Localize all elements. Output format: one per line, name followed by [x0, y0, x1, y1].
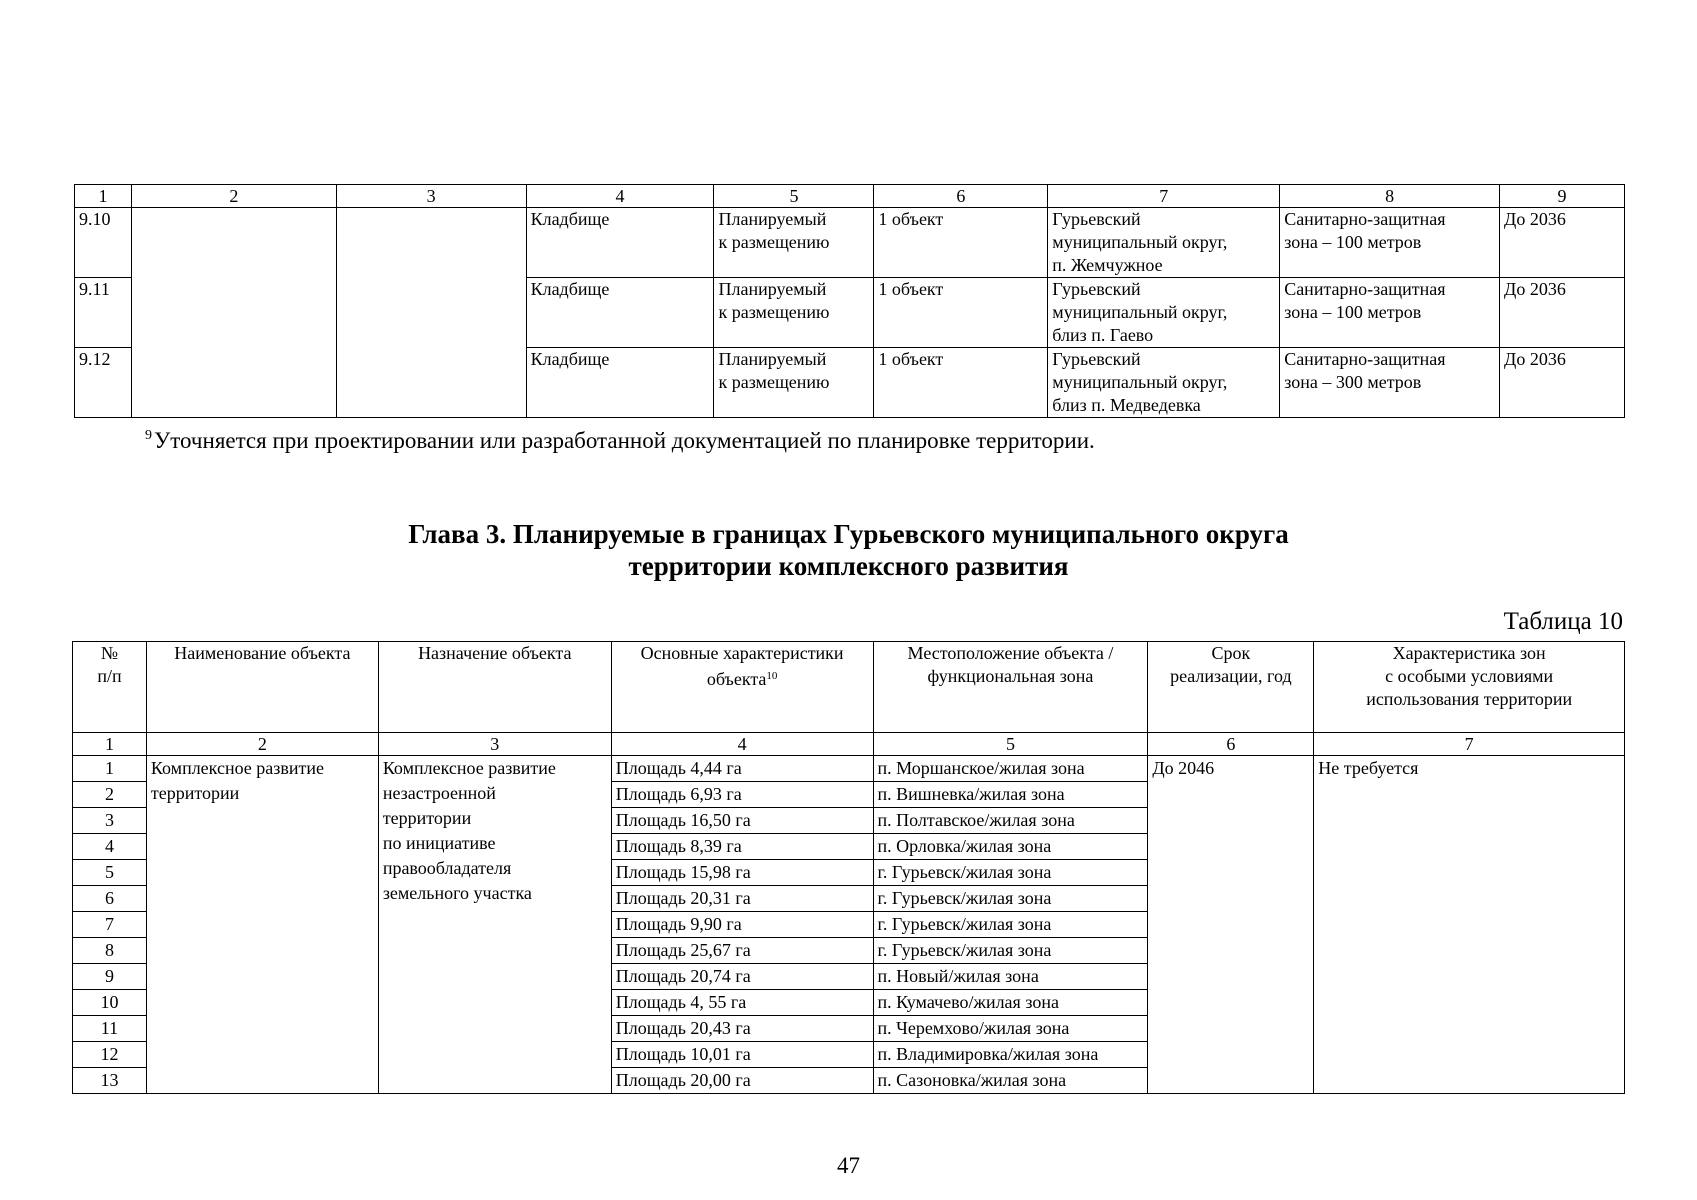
- col-number: 5: [873, 733, 1148, 756]
- table-row: [75, 208, 1625, 278]
- col-number: 4: [611, 733, 873, 756]
- column-number-row: [73, 733, 1625, 756]
- term: До 2036: [1500, 348, 1625, 418]
- area: Площадь 20,43 га: [611, 1016, 873, 1042]
- chapter-title: [0, 518, 1697, 582]
- location: п. Сазоновка/жилая зона: [873, 1068, 1148, 1094]
- object-status: Планируемый к размещению: [714, 348, 874, 418]
- area: Площадь 10,01 га: [611, 1042, 873, 1068]
- location: п. Вишневка/жилая зона: [873, 782, 1148, 808]
- location: г. Гурьевск/жилая зона: [873, 886, 1148, 912]
- object-location: Гурьевский муниципальный округ, близ п. Гаево: [1048, 278, 1280, 348]
- header-term: Срок реализации, год: [1148, 642, 1314, 733]
- row-number: 4: [73, 834, 147, 860]
- term: До 2036: [1500, 278, 1625, 348]
- location: г. Гурьевск/жилая зона: [873, 938, 1148, 964]
- row-number: 5: [73, 860, 147, 886]
- object-count: 1 объект: [874, 208, 1048, 278]
- location: п. Орловка/жилая зона: [873, 834, 1148, 860]
- col-number: 2: [131, 185, 336, 208]
- area: Площадь 4,44 га: [611, 756, 873, 782]
- location: г. Гурьевск/жилая зона: [873, 860, 1148, 886]
- term: До 2046: [1148, 756, 1314, 1094]
- header-zones: Характеристика зон с особыми условиями использования территории: [1314, 642, 1625, 733]
- chapter-title-line: территории комплексного развития: [628, 551, 1069, 581]
- area: Площадь 9,90 га: [611, 912, 873, 938]
- footnote-ref: 10: [766, 670, 778, 682]
- object-purpose: Комплексное развитие незастроенной территории по инициативе правообладателя земельного участка: [378, 756, 611, 1094]
- empty-merged-cell: [336, 208, 526, 418]
- row-number: 1: [73, 756, 147, 782]
- area: Площадь 20,31 га: [611, 886, 873, 912]
- area: Площадь 4, 55 га: [611, 990, 873, 1016]
- row-number: 9.11: [75, 278, 132, 348]
- col-number: 8: [1280, 185, 1500, 208]
- header-name: Наименование объекта: [146, 642, 378, 733]
- area: Площадь 20,74 га: [611, 964, 873, 990]
- col-number: 3: [378, 733, 611, 756]
- location: п. Кумачево/жилая зона: [873, 990, 1148, 1016]
- table-label: Таблица 10: [1503, 608, 1623, 635]
- area: Площадь 8,39 га: [611, 834, 873, 860]
- table-header-row: [73, 642, 1625, 733]
- location: п. Черемхово/жилая зона: [873, 1016, 1148, 1042]
- object-location: Гурьевский муниципальный округ, близ п. Медведевка: [1048, 348, 1280, 418]
- header-num: № п/п: [73, 642, 147, 733]
- col-number: 1: [75, 185, 132, 208]
- row-number: 12: [73, 1042, 147, 1068]
- row-number: 9: [73, 964, 147, 990]
- col-number: 7: [1314, 733, 1625, 756]
- object-name: Комплексное развитие территории: [146, 756, 378, 1094]
- col-number: 4: [526, 185, 714, 208]
- object-name: Кладбище: [526, 278, 714, 348]
- column-number-row: [75, 185, 1625, 208]
- area: Площадь 25,67 га: [611, 938, 873, 964]
- row-number: 6: [73, 886, 147, 912]
- col-number: 1: [73, 733, 147, 756]
- col-number: 5: [714, 185, 874, 208]
- footnote-text: Уточняется при проектировании или разработанной документацией по планировке территории.: [154, 428, 1095, 453]
- footnote: [145, 422, 1095, 455]
- row-number: 9.10: [75, 208, 132, 278]
- location: п. Владимировка/жилая зона: [873, 1042, 1148, 1068]
- page-number: 47: [837, 1153, 860, 1178]
- zones-characteristic: Не требуется: [1314, 756, 1625, 1094]
- footnote-mark: 9: [145, 428, 152, 443]
- row-number: 13: [73, 1068, 147, 1094]
- term: До 2036: [1500, 208, 1625, 278]
- header-purpose: Назначение объекта: [378, 642, 611, 733]
- location: г. Гурьевск/жилая зона: [873, 912, 1148, 938]
- col-number: 3: [336, 185, 526, 208]
- area: Площадь 16,50 га: [611, 808, 873, 834]
- area: Площадь 20,00 га: [611, 1068, 873, 1094]
- col-number: 7: [1048, 185, 1280, 208]
- objects-table-continuation: [74, 184, 1625, 418]
- row-number: 10: [73, 990, 147, 1016]
- row-number: 2: [73, 782, 147, 808]
- area: Площадь 6,93 га: [611, 782, 873, 808]
- row-number: 11: [73, 1016, 147, 1042]
- location: п. Полтавское/жилая зона: [873, 808, 1148, 834]
- location: п. Новый/жилая зона: [873, 964, 1148, 990]
- object-status: Планируемый к размещению: [714, 278, 874, 348]
- location: п. Моршанское/жилая зона: [873, 756, 1148, 782]
- area: Площадь 15,98 га: [611, 860, 873, 886]
- table-row: [73, 756, 1625, 782]
- header-characteristics: Основные характеристики объекта$^{10}$: [611, 642, 873, 733]
- row-number: 8: [73, 938, 147, 964]
- col-number: 6: [1148, 733, 1314, 756]
- row-number: 7: [73, 912, 147, 938]
- object-count: 1 объект: [874, 348, 1048, 418]
- chapter-title-line: Глава 3. Планируемые в границах Гурьевского муниципального округа: [408, 519, 1289, 549]
- row-number: 3: [73, 808, 147, 834]
- header-location: Местоположение объекта / функциональная зона: [873, 642, 1148, 733]
- protection-zone: Санитарно-защитная зона – 300 метров: [1280, 348, 1500, 418]
- col-number: 9: [1500, 185, 1625, 208]
- protection-zone: Санитарно-защитная зона – 100 метров: [1280, 208, 1500, 278]
- protection-zone: Санитарно-защитная зона – 100 метров: [1280, 278, 1500, 348]
- object-count: 1 объект: [874, 278, 1048, 348]
- empty-merged-cell: [131, 208, 336, 418]
- object-name: Кладбище: [526, 348, 714, 418]
- col-number: 2: [146, 733, 378, 756]
- object-location: Гурьевский муниципальный округ, п. Жемчужное: [1048, 208, 1280, 278]
- complex-development-table: [72, 641, 1625, 1094]
- row-number: 9.12: [75, 348, 132, 418]
- col-number: 6: [874, 185, 1048, 208]
- object-name: Кладбище: [526, 208, 714, 278]
- object-status: Планируемый к размещению: [714, 208, 874, 278]
